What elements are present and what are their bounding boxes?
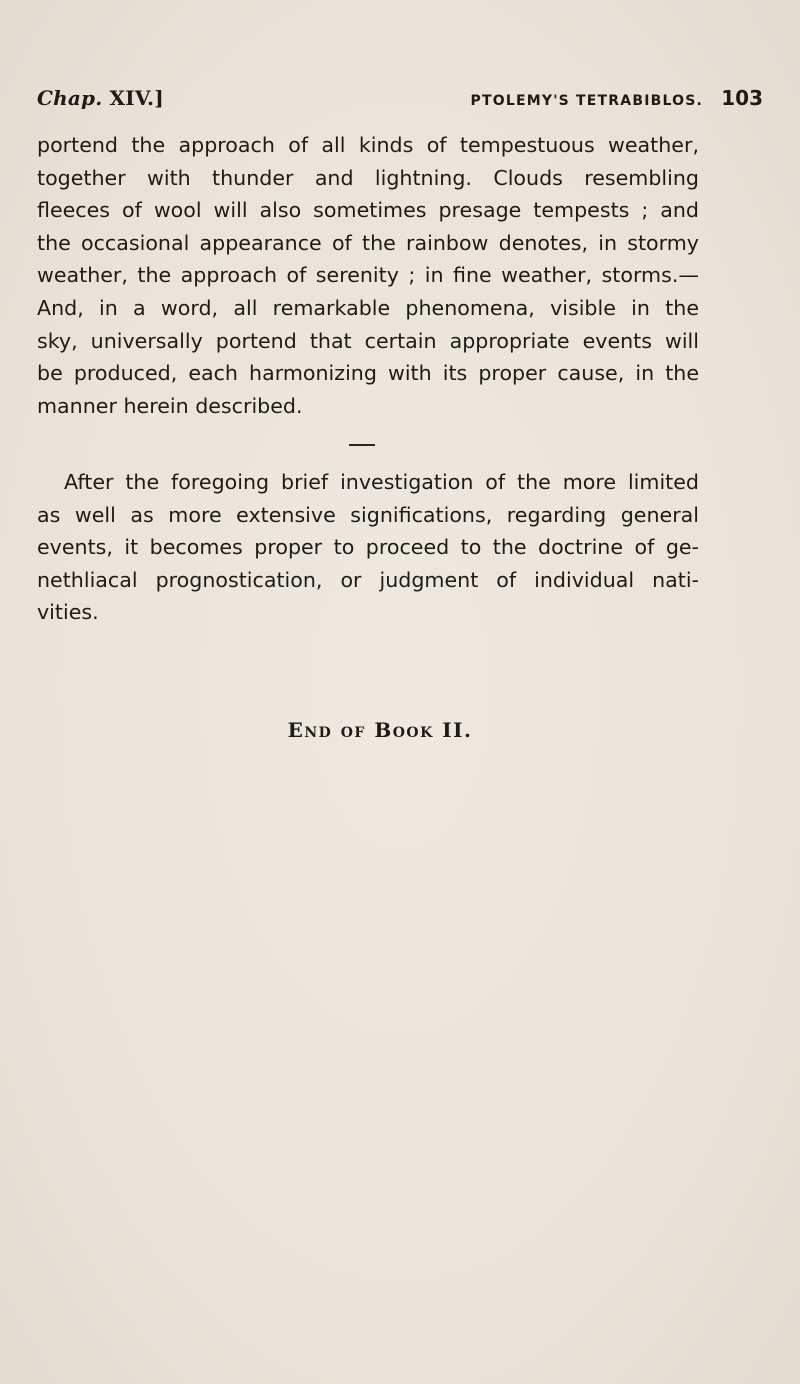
end-of-book-text: End of Book II. <box>287 718 473 742</box>
text-line: nethliacal prognostication, or judgment of individual nati- <box>37 567 699 592</box>
text-line: And, in a word, all remarkable phenomena, visible in the <box>37 295 699 320</box>
text-line: the occasional appearance of the rainbow denotes, in stormy <box>37 230 699 255</box>
text-line: be produced, each harmonizing with its proper cause, in the <box>37 361 699 386</box>
running-head <box>37 86 763 116</box>
text-line: sky, universally portend that certain appropriate events will <box>37 328 699 353</box>
text-line: events, it becomes proper to proceed to the doctrine of ge- <box>37 535 699 560</box>
text-line: weather, the approach of serenity ; in fine weather, storms.— <box>37 263 699 288</box>
text-line: fleeces of wool will also sometimes presage tempests ; and <box>37 198 699 223</box>
text-line: After the foregoing brief investigation of the more limited <box>64 470 699 494</box>
running-title: PTOLEMY'S TETRABIBLOS. <box>470 93 703 109</box>
paragraph-weather-omens <box>37 129 699 422</box>
text-line: vities. <box>37 600 99 625</box>
text-line: portend the approach of all kinds of tempestuous weather, <box>37 133 699 157</box>
text-line: together with thunder and lightning. Clouds resembling <box>37 165 699 190</box>
page-number: 103 <box>721 86 763 110</box>
text-line: as well as more extensive significations, regarding general <box>37 502 699 527</box>
paragraph-transition <box>37 466 699 629</box>
chapter-label: Chap. <box>37 86 103 110</box>
chapter-reference <box>37 86 164 110</box>
end-of-book-heading <box>0 718 800 742</box>
section-divider <box>349 444 375 446</box>
chapter-number: XIV.] <box>109 86 164 110</box>
text-line: manner herein described. <box>37 393 303 418</box>
